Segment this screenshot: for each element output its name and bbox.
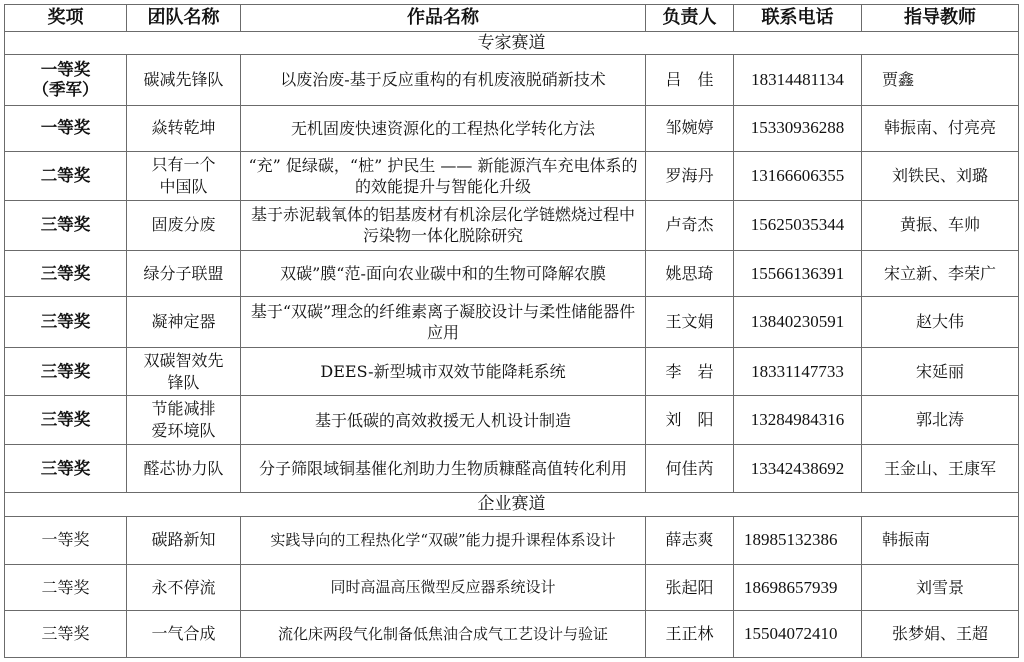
header-row: [5, 5, 1019, 32]
header-phone: 联系电话: [734, 5, 862, 32]
table-row: [5, 152, 1019, 200]
advisor-cell: 黄振、车帅: [862, 200, 1019, 250]
table-row: [5, 200, 1019, 250]
leader-cell: 吕 佳: [646, 55, 734, 105]
advisor-cell: 宋立新、李荣广: [862, 251, 1019, 297]
leader-cell: 刘 阳: [646, 396, 734, 444]
award-cell: 二等奖: [5, 564, 127, 610]
work-cell: 同时高温高压微型反应器系统设计: [241, 564, 646, 610]
work-cell: 流化床两段气化制备低焦油合成气工艺设计与验证: [241, 611, 646, 658]
leader-cell: 姚思琦: [646, 251, 734, 297]
phone-cell: 13840230591: [734, 297, 862, 347]
phone-cell: 15566136391: [734, 251, 862, 297]
advisor-cell: 韩振南、付亮亮: [862, 105, 1019, 151]
team-cell: 固废分废: [127, 200, 241, 250]
header-advisor: 指导教师: [862, 5, 1019, 32]
table-row: [5, 251, 1019, 297]
work-cell: 以废治废-基于反应重构的有机废液脱硝新技术: [241, 55, 646, 105]
header-leader: 负责人: [646, 5, 734, 32]
phone-cell: 18331147733: [734, 347, 862, 395]
table-row: [5, 347, 1019, 395]
award-cell: 三等奖: [5, 347, 127, 395]
leader-cell: 张起阳: [646, 564, 734, 610]
table-row: [5, 444, 1019, 492]
leader-cell: 邹婉婷: [646, 105, 734, 151]
leader-cell: 王文娟: [646, 297, 734, 347]
phone-cell: 15504072410: [734, 611, 862, 658]
award-cell: 二等奖: [5, 152, 127, 200]
header-work: 作品名称: [241, 5, 646, 32]
leader-cell: 何佳芮: [646, 444, 734, 492]
work-cell: 无机固废快速资源化的工程热化学转化方法: [241, 105, 646, 151]
award-cell: 一等奖: [5, 516, 127, 564]
work-cell: 实践导向的工程热化学“双碳”能力提升课程体系设计: [241, 516, 646, 564]
award-cell: 三等奖: [5, 611, 127, 658]
advisor-cell: 韩振南: [862, 516, 1019, 564]
leader-cell: 卢奇杰: [646, 200, 734, 250]
header-award: 奖项: [5, 5, 127, 32]
award-cell: 一等奖 （季军）: [5, 55, 127, 105]
section-row-expert: [5, 32, 1019, 55]
advisor-cell: 宋延丽: [862, 347, 1019, 395]
team-cell: 绿分子联盟: [127, 251, 241, 297]
team-cell: 碳减先锋队: [127, 55, 241, 105]
table-row: [5, 516, 1019, 564]
advisor-cell: 赵大伟: [862, 297, 1019, 347]
section-title-enterprise: 企业赛道: [5, 493, 1019, 516]
phone-cell: 18698657939: [734, 564, 862, 610]
team-cell: 凝神定器: [127, 297, 241, 347]
work-cell: “充” 促绿碳，“桩” 护民生 —— 新能源汽车充电体系的的效能提升与智能化升级: [241, 152, 646, 200]
table-row: [5, 55, 1019, 105]
phone-cell: 13284984316: [734, 396, 862, 444]
phone-cell: 15330936288: [734, 105, 862, 151]
award-cell: 三等奖: [5, 297, 127, 347]
work-cell: 分子筛限域铜基催化剂助力生物质糠醛高值转化利用: [241, 444, 646, 492]
award-cell: 三等奖: [5, 444, 127, 492]
work-cell: 双碳”膜“范-面向农业碳中和的生物可降解农膜: [241, 251, 646, 297]
work-cell: 基于赤泥载氧体的铝基废材有机涂层化学链燃烧过程中污染物一体化脱除研究: [241, 200, 646, 250]
awards-table: [4, 4, 1019, 658]
leader-cell: 王正林: [646, 611, 734, 658]
team-cell: 只有一个 中国队: [127, 152, 241, 200]
team-cell: 一气合成: [127, 611, 241, 658]
phone-cell: 18985132386: [734, 516, 862, 564]
phone-cell: 15625035344: [734, 200, 862, 250]
advisor-cell: 刘雪景: [862, 564, 1019, 610]
team-cell: 节能减排 爱环境队: [127, 396, 241, 444]
section-row-enterprise: [5, 493, 1019, 516]
table-row: [5, 105, 1019, 151]
team-cell: 永不停流: [127, 564, 241, 610]
team-cell: 焱转乾坤: [127, 105, 241, 151]
section-title-expert: 专家赛道: [5, 32, 1019, 55]
work-cell: DEES-新型城市双效节能降耗系统: [241, 347, 646, 395]
leader-cell: 薛志爽: [646, 516, 734, 564]
team-cell: 醛芯协力队: [127, 444, 241, 492]
advisor-cell: 刘铁民、刘璐: [862, 152, 1019, 200]
award-cell: 三等奖: [5, 396, 127, 444]
leader-cell: 李 岩: [646, 347, 734, 395]
work-cell: 基于“双碳”理念的纤维素离子凝胶设计与柔性储能器件应用: [241, 297, 646, 347]
award-cell: 三等奖: [5, 200, 127, 250]
phone-cell: 13342438692: [734, 444, 862, 492]
advisor-cell: 贾鑫: [862, 55, 1019, 105]
work-cell: 基于低碳的高效救援无人机设计制造: [241, 396, 646, 444]
team-cell: 碳路新知: [127, 516, 241, 564]
advisor-cell: 张梦娟、王超: [862, 611, 1019, 658]
advisor-cell: 郭北涛: [862, 396, 1019, 444]
table-row: [5, 396, 1019, 444]
team-cell: 双碳智效先 锋队: [127, 347, 241, 395]
table-row: [5, 611, 1019, 658]
table-row: [5, 564, 1019, 610]
header-team: 团队名称: [127, 5, 241, 32]
advisor-cell: 王金山、王康军: [862, 444, 1019, 492]
award-cell: 一等奖: [5, 105, 127, 151]
leader-cell: 罗海丹: [646, 152, 734, 200]
table-row: [5, 297, 1019, 347]
phone-cell: 18314481134: [734, 55, 862, 105]
phone-cell: 13166606355: [734, 152, 862, 200]
award-cell: 三等奖: [5, 251, 127, 297]
